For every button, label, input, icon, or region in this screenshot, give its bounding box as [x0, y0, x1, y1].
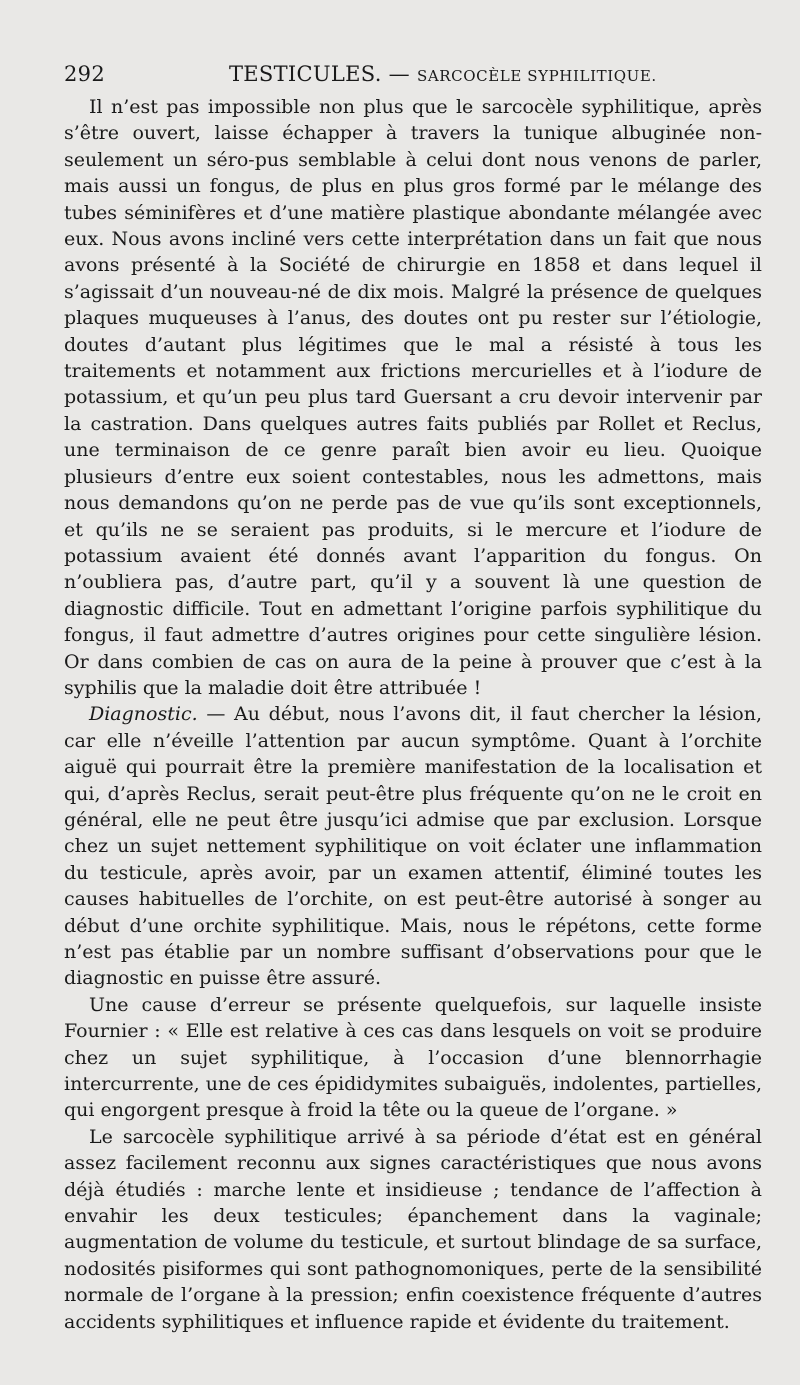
running-head — [64, 62, 762, 92]
paragraph-diagnostic — [64, 701, 762, 991]
paragraph-text: — Au début, nous l’avons dit, il faut chercher la lésion, car elle n’éveille l’attention par aucun symptôme. Quant à l’orchite aiguë qui pourrait être la première manifestation de la localisation et qui, d’après Reclus, serait peut-être plus fréquente qu’on ne le croit en général, elle ne peut être jusqu’ici admise que par exclusion. Lorsque chez un sujet nettement syphilitique on voit éclater une inflammation du testicule, après avoir, par un examen attentif, éliminé toutes les causes habituelles de l’orchite, on est peut-être autorisé à songer au début d’une orchite syphilitique. Mais, nous le répétons, cette forme n’est pas établie par un nombre suffisant d’observations pour que le diagnostic en puisse être assuré. — [64, 703, 762, 990]
paragraph-text: Il n’est pas impossible non plus que le sarcocèle syphilitique, après s’être ouvert, laisse échapper à travers la tunique albuginée non-seulement un séro-pus semblable à celui dont nous venons de parler, mais aussi un fongus, de plus en plus gros formé par le mélange des tubes séminifères et d’une matière plastique abondante mélangée avec eux. Nous avons incliné vers cette interprétation dans un fait que nous avons présenté à la Société de chirurgie en 1858 et dans lequel il s’agissait d’un nouveau-né de dix mois. Malgré la présence de quelques plaques muqueuses à l’anus, des doutes ont pu rester sur l’étiologie, doutes d’autant plus légitimes que le mal a résisté à tous les traitements et notamment aux frictions mercurielles et à l’iodure de potassium, et qu’un peu plus tard Guersant a cru devoir intervenir par la castration. Dans quelques autres faits publiés par Rollet et Reclus, une terminaison de ce genre paraît bien avoir eu lieu. Quoique plusieurs d’entre eux soient contestables, nous les admettons, mais nous demandons qu’on ne perde pas de vue qu’ils sont exceptionnels, et qu’ils ne se seraient pas produits, si le mercure et l’iodure de potassium avaient été donnés avant l’apparition du fongus. On n’oubliera pas, d’autre part, qu’il y a souvent là une question de diagnostic difficile. Tout en admettant l’origine parfois syphilitique du fongus, il faut admettre d’autres origines pour cette singulière lésion. Or dans combien de cas on aura de la peine à prouver que c’est à la syphilis que la maladie doit être attribuée ! — [64, 96, 762, 699]
running-title-subtitle: SARCOCÈLE SYPHILITIQUE. — [416, 67, 657, 85]
running-title-separator: — — [381, 62, 417, 86]
body-text — [64, 94, 762, 1335]
running-title — [229, 62, 657, 86]
paragraph-erreur — [64, 992, 762, 1124]
paragraph-text: Une cause d’erreur se présente quelquefois, sur laquelle insiste Fournier : « Elle est relative à ces cas dans lesquels on voit se produire chez un sujet syphilitique, à l’occasion d’une blennorrhagie intercurrente, une de ces épididymites subaiguës, indolentes, partielles, qui engorgent presque à froid la tête ou la queue de l’organe. » — [64, 993, 762, 1122]
paragraph-periode-etat — [64, 1124, 762, 1335]
running-title-main: TESTICULES. — [229, 62, 382, 86]
paragraph-text: Le sarcocèle syphilitique arrivé à sa période d’état est en général assez facilement reconnu aux signes caractéristiques que nous avons déjà étudiés : marche lente et insidieuse ; tendance de l’affection à envahir les deux testicules; épanchement dans la vaginale; augmentation de volume du testicule, et surtout blindage de sa surface, nodosités pisiformes qui sont pathognomoniques, perte de la sensibilité normale de l’organe à la pression; enfin coexistence fréquente d’autres accidents syphilitiques et influence rapide et évidente du traitement. — [64, 1125, 762, 1333]
page-number: 292 — [64, 62, 105, 86]
section-heading-diagnostic: Diagnostic. — [89, 703, 198, 726]
paragraph-fongus — [64, 94, 762, 701]
